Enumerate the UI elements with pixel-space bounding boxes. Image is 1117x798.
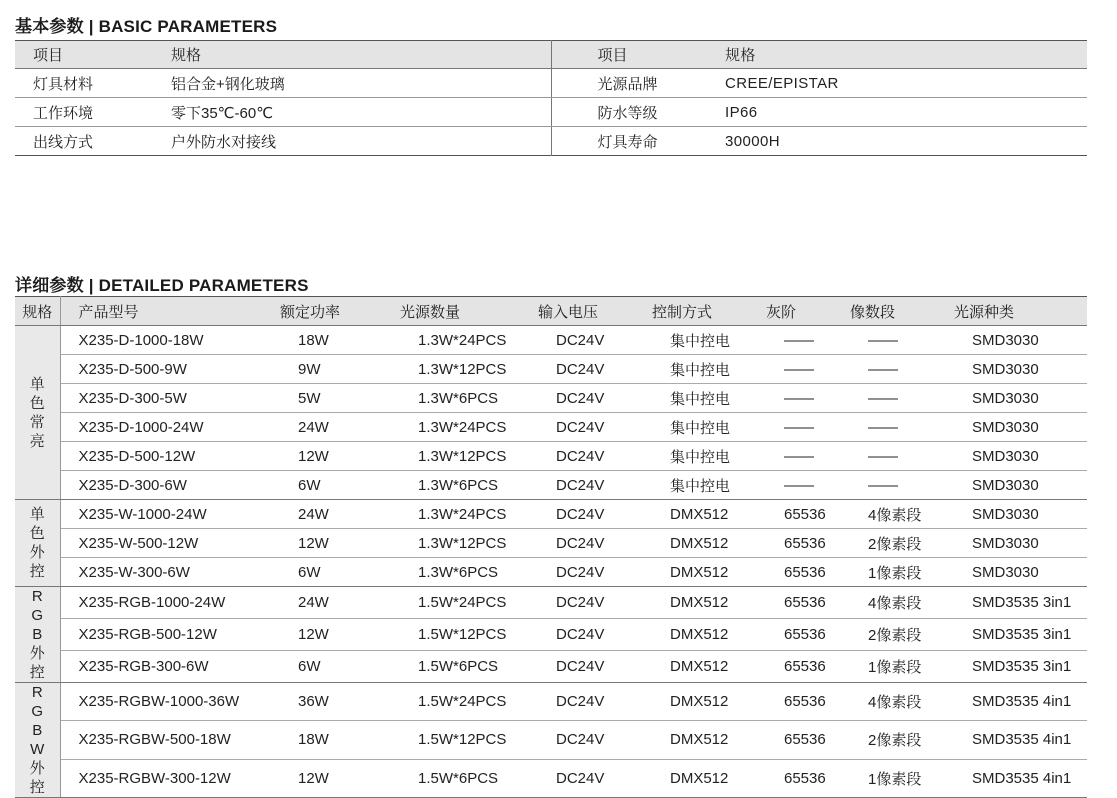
model-cell: X235-RGBW-1000-36W (60, 683, 280, 721)
voltage-cell: DC24V (538, 683, 652, 721)
spec-group-cell (15, 683, 60, 798)
cell: 30000H (725, 132, 780, 150)
cell: 光源品牌 (551, 69, 715, 98)
header-spec: 规格 (715, 41, 1087, 69)
led-count-cell: 1.5W*24PCS (400, 587, 538, 619)
control-cell: DMX512 (652, 759, 766, 797)
grayscale-cell: 65536 (766, 683, 850, 721)
pixel-segment-cell: 2像素段 (850, 619, 954, 651)
table-row (15, 442, 1087, 471)
pixel-segment-cell: 1像素段 (850, 558, 954, 587)
table-row (15, 384, 1087, 413)
grayscale-cell: 65536 (766, 500, 850, 529)
pixel-segment-cell: —— (850, 413, 954, 442)
header-power: 额定功率 (280, 297, 400, 326)
led-count-cell: 1.3W*24PCS (400, 500, 538, 529)
grayscale-cell: —— (766, 355, 850, 384)
voltage-cell: DC24V (538, 413, 652, 442)
voltage-cell: DC24V (538, 529, 652, 558)
model-cell: X235-D-1000-24W (60, 413, 280, 442)
power-cell: 6W (280, 651, 400, 683)
pixel-segment-cell: —— (850, 355, 954, 384)
control-cell: 集中控电 (652, 384, 766, 413)
model-cell: X235-D-1000-18W (60, 326, 280, 355)
led-count-cell: 1.5W*6PCS (400, 759, 538, 797)
led-type-cell: SMD3030 (954, 442, 1087, 471)
led-type-cell: SMD3535 3in1 (954, 587, 1087, 619)
table-row (15, 69, 1087, 98)
header-voltage: 输入电压 (538, 297, 652, 326)
model-cell: X235-D-300-5W (60, 384, 280, 413)
pixel-segment-cell: 4像素段 (850, 587, 954, 619)
model-cell: X235-RGBW-500-18W (60, 721, 280, 759)
led-type-cell: SMD3030 (954, 326, 1087, 355)
led-type-cell: SMD3030 (954, 413, 1087, 442)
table-row (15, 721, 1087, 759)
model-cell: X235-RGB-500-12W (60, 619, 280, 651)
voltage-cell: DC24V (538, 651, 652, 683)
led-type-cell: SMD3030 (954, 355, 1087, 384)
voltage-cell: DC24V (538, 721, 652, 759)
model-cell: X235-W-1000-24W (60, 500, 280, 529)
table-row (15, 651, 1087, 683)
header-item: 项目 (15, 41, 157, 69)
led-count-cell: 1.3W*12PCS (400, 355, 538, 384)
header-spec: 规格 (15, 297, 60, 326)
led-count-cell: 1.3W*12PCS (400, 442, 538, 471)
led-type-cell: SMD3535 4in1 (954, 759, 1087, 797)
power-cell: 9W (280, 355, 400, 384)
pixel-segment-cell: —— (850, 471, 954, 500)
power-cell: 12W (280, 529, 400, 558)
control-cell: 集中控电 (652, 471, 766, 500)
model-cell: X235-D-500-9W (60, 355, 280, 384)
led-type-cell: SMD3030 (954, 500, 1087, 529)
voltage-cell: DC24V (538, 326, 652, 355)
table-row (15, 355, 1087, 384)
control-cell: DMX512 (652, 500, 766, 529)
grayscale-cell: 65536 (766, 558, 850, 587)
cell: 零下35℃-60℃ (157, 98, 551, 127)
pixel-segment-cell: 1像素段 (850, 651, 954, 683)
header-led-count: 光源数量 (400, 297, 538, 326)
voltage-cell: DC24V (538, 355, 652, 384)
grayscale-cell: —— (766, 442, 850, 471)
control-cell: DMX512 (652, 619, 766, 651)
led-type-cell: SMD3535 3in1 (954, 651, 1087, 683)
table-row (15, 529, 1087, 558)
power-cell: 24W (280, 500, 400, 529)
header-item: 项目 (551, 41, 715, 69)
grayscale-cell: 65536 (766, 721, 850, 759)
cell: 灯具材料 (15, 69, 157, 98)
led-count-cell: 1.5W*24PCS (400, 683, 538, 721)
table-row (15, 558, 1087, 587)
voltage-cell: DC24V (538, 587, 652, 619)
header-led-type: 光源种类 (954, 297, 1087, 326)
power-cell: 12W (280, 619, 400, 651)
spec-group-label: RGBW外控 (29, 684, 45, 796)
power-cell: 6W (280, 558, 400, 587)
detailed-parameters-title: 详细参数 | DETAILED PARAMETERS (15, 276, 309, 295)
pixel-segment-cell: 4像素段 (850, 683, 954, 721)
model-cell: X235-D-500-12W (60, 442, 280, 471)
table-row (15, 127, 1087, 156)
table-row (15, 413, 1087, 442)
led-type-cell: SMD3535 3in1 (954, 619, 1087, 651)
cell: IP66 (715, 98, 1087, 127)
led-count-cell: 1.5W*6PCS (400, 651, 538, 683)
model-cell: X235-RGB-300-6W (60, 651, 280, 683)
table-row (15, 587, 1087, 619)
spec-group-cell (15, 587, 60, 683)
led-type-cell: SMD3030 (954, 529, 1087, 558)
cell: 灯具寿命 (551, 127, 715, 156)
voltage-cell: DC24V (538, 558, 652, 587)
control-cell: 集中控电 (652, 355, 766, 384)
power-cell: 12W (280, 442, 400, 471)
power-cell: 18W (280, 326, 400, 355)
grayscale-cell: 65536 (766, 529, 850, 558)
power-cell: 12W (280, 759, 400, 797)
control-cell: DMX512 (652, 651, 766, 683)
control-cell: DMX512 (652, 721, 766, 759)
led-count-cell: 1.5W*12PCS (400, 619, 538, 651)
table-row (15, 500, 1087, 529)
led-count-cell: 1.3W*6PCS (400, 384, 538, 413)
model-cell: X235-D-300-6W (60, 471, 280, 500)
control-cell: DMX512 (652, 587, 766, 619)
grayscale-cell: 65536 (766, 587, 850, 619)
voltage-cell: DC24V (538, 759, 652, 797)
led-count-cell: 1.3W*12PCS (400, 529, 538, 558)
pixel-segment-cell: 1像素段 (850, 759, 954, 797)
power-cell: 18W (280, 721, 400, 759)
grayscale-cell: —— (766, 384, 850, 413)
spec-group-label: 单色常亮 (29, 375, 45, 450)
table-row (15, 683, 1087, 721)
led-count-cell: 1.3W*6PCS (400, 471, 538, 500)
basic-parameters-title: 基本参数 | BASIC PARAMETERS (15, 17, 278, 36)
spec-group-cell (15, 326, 60, 500)
cell: CREE/EPISTAR (715, 69, 1087, 98)
led-count-cell: 1.5W*12PCS (400, 721, 538, 759)
control-cell: 集中控电 (652, 442, 766, 471)
control-cell: 集中控电 (652, 413, 766, 442)
cell: 铝合金+钢化玻璃 (157, 69, 551, 98)
voltage-cell: DC24V (538, 619, 652, 651)
pixel-segment-cell: 2像素段 (850, 721, 954, 759)
spec-group-label: RGB外控 (29, 588, 45, 681)
header-model: 产品型号 (60, 297, 280, 326)
grayscale-cell: —— (766, 326, 850, 355)
voltage-cell: DC24V (538, 500, 652, 529)
basic-parameters-table (15, 40, 1087, 156)
power-cell: 24W (280, 413, 400, 442)
power-cell: 36W (280, 683, 400, 721)
table-row (15, 471, 1087, 500)
header-spec: 规格 (157, 41, 551, 69)
led-type-cell: SMD3535 4in1 (954, 683, 1087, 721)
header-grayscale: 灰阶 (766, 297, 850, 326)
model-cell: X235-W-300-6W (60, 558, 280, 587)
led-count-cell: 1.3W*6PCS (400, 558, 538, 587)
led-type-cell: SMD3030 (954, 384, 1087, 413)
led-count-cell: 1.3W*24PCS (400, 326, 538, 355)
model-cell: X235-RGB-1000-24W (60, 587, 280, 619)
pixel-segment-cell: 2像素段 (850, 529, 954, 558)
led-count-cell: 1.3W*24PCS (400, 413, 538, 442)
table-row (15, 619, 1087, 651)
table-row (15, 326, 1087, 355)
control-cell: DMX512 (652, 683, 766, 721)
power-cell: 24W (280, 587, 400, 619)
power-cell: 5W (280, 384, 400, 413)
led-type-cell: SMD3030 (954, 471, 1087, 500)
pixel-segment-cell: 4像素段 (850, 500, 954, 529)
grayscale-cell: 65536 (766, 759, 850, 797)
basic-header-row (15, 41, 1087, 69)
spec-group-cell (15, 500, 60, 587)
cell: 工作环境 (15, 98, 157, 127)
control-cell: 集中控电 (652, 326, 766, 355)
grayscale-cell: 65536 (766, 619, 850, 651)
cell: 出线方式 (33, 133, 94, 151)
model-cell: X235-RGBW-300-12W (60, 759, 280, 797)
table-row (15, 98, 1087, 127)
table-row (15, 759, 1087, 797)
voltage-cell: DC24V (538, 384, 652, 413)
detail-header-row (15, 297, 1087, 326)
control-cell: DMX512 (652, 529, 766, 558)
spec-group-label: 单色外控 (29, 506, 45, 580)
pixel-segment-cell: —— (850, 442, 954, 471)
cell: 防水等级 (551, 98, 715, 127)
grayscale-cell: 65536 (766, 651, 850, 683)
control-cell: DMX512 (652, 558, 766, 587)
voltage-cell: DC24V (538, 471, 652, 500)
header-control: 控制方式 (652, 297, 766, 326)
pixel-segment-cell: —— (850, 326, 954, 355)
pixel-segment-cell: —— (850, 384, 954, 413)
grayscale-cell: —— (766, 413, 850, 442)
cell: 户外防水对接线 (171, 133, 277, 151)
led-type-cell: SMD3535 4in1 (954, 721, 1087, 759)
grayscale-cell: —— (766, 471, 850, 500)
detailed-parameters-table (15, 296, 1087, 798)
voltage-cell: DC24V (538, 442, 652, 471)
led-type-cell: SMD3030 (954, 558, 1087, 587)
model-cell: X235-W-500-12W (60, 529, 280, 558)
power-cell: 6W (280, 471, 400, 500)
header-pixel-segments: 像数段 (850, 297, 954, 326)
